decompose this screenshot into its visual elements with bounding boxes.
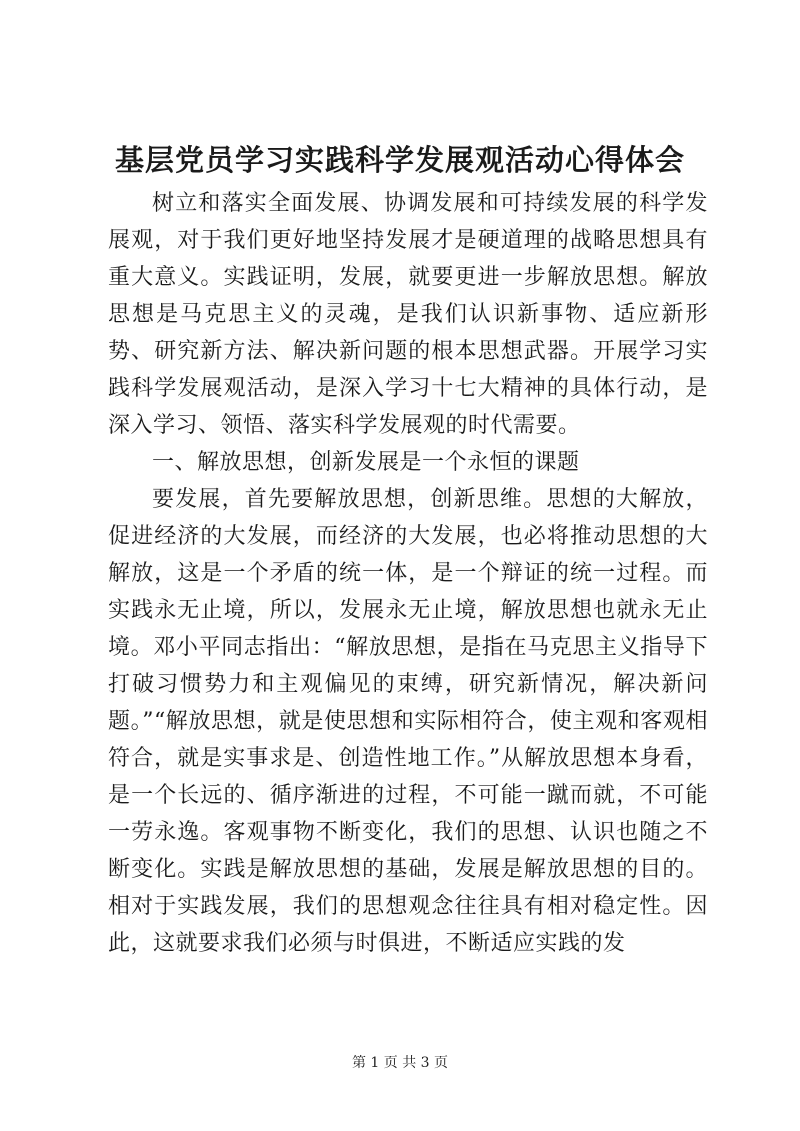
document-body <box>108 185 708 962</box>
paragraph-intro: 树立和落实全面发展、协调发展和可持续发展的科学发展观，对于我们更好地坚持发展才是硬道理的战略思想具有重大意义。实践证明，发展，就要更进一步解放思想。解放思想是马克思主义的灵魂，是我们认识新事物、适应新形势、研究新方法、解决新问题的根本思想武器。开展学习实践科学发展观活动，是深入学习十七大精神的具体行动，是深入学习、领悟、落实科学发展观的时代需要。 <box>108 191 708 438</box>
document-title: 基层党员学习实践科学发展观活动心得体会 <box>114 143 685 177</box>
paragraph-section-1: 要发展，首先要解放思想，创新思维。思想的大解放，促进经济的大发展，而经济的大发展，也必将推动思想的大解放，这是一个矛盾的统一体，是一个辩证的统一过程。而实践永无止境，所以，发展永无止境，解放思想也就永无止境。邓小平同志指出：“解放思想，是指在马克思主义指导下打破习惯势力和主观偏见的束缚，研究新情况，解决新问题。”“解放思想，就是使思想和实际相符合，使主观和客观相符合，就是实事求是、创造性地工作。”从解放思想本身看，是一个长远的、循序渐进的过程，不可能一蹴而就，不可能一劳永逸。客观事物不断变化，我们的思想、认识也随之不断变化。实践是解放思想的基础，发展是解放思想的目的。相对于实践发展，我们的思想观念往往具有相对稳定性。因此，这就要求我们必须与时俱进，不断适应实践的发 <box>108 487 708 956</box>
section-heading-1: 一、解放思想，创新发展是一个永恒的课题 <box>152 450 580 475</box>
page-footer: 第 1 页 共 3 页 <box>351 1055 449 1071</box>
